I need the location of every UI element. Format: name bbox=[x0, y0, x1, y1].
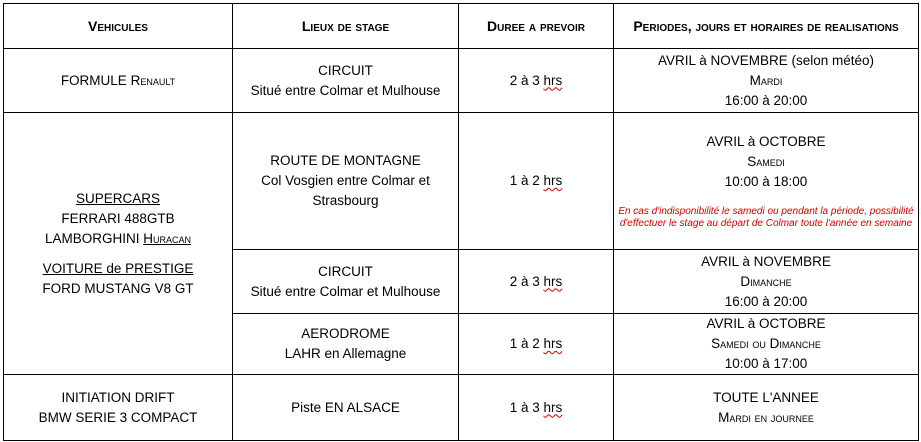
vehicle-group-cell bbox=[4, 113, 233, 375]
period-cell bbox=[614, 113, 919, 250]
period-months: AVRIL à NOVEMBRE bbox=[701, 253, 831, 269]
duration-unit: hrs bbox=[543, 72, 563, 88]
availability-note: En cas d'indisponibilité le samedi ou pendant la période, possibilité d'effectuer le stage au départ de Colmar toute l'année en semaine bbox=[618, 206, 914, 229]
period-hours: 16:00 à 20:00 bbox=[724, 293, 808, 309]
period-cell bbox=[614, 49, 919, 113]
duration-value: 1 à 2 bbox=[509, 173, 544, 188]
period-day: Dimanche bbox=[740, 273, 792, 289]
period-months: TOUTE L'ANNEE bbox=[713, 389, 819, 405]
period-cell bbox=[614, 314, 919, 375]
place-cell bbox=[233, 314, 459, 375]
duration-value: 1 à 3 bbox=[509, 399, 544, 415]
duration-unit: hrs bbox=[543, 273, 563, 289]
table-row bbox=[4, 375, 919, 441]
duration-cell bbox=[459, 314, 614, 375]
place-location: Col Vosgien entre Colmar et Strasbourg bbox=[261, 173, 430, 208]
header-row bbox=[4, 4, 919, 49]
duration-value: 1 à 2 bbox=[509, 336, 544, 351]
duration-value: 2 à 3 bbox=[509, 273, 544, 289]
place-cell bbox=[233, 49, 459, 113]
schedule-table bbox=[3, 3, 919, 441]
period-months: AVRIL à NOVEMBRE (selon météo) bbox=[657, 52, 875, 68]
table-row bbox=[4, 113, 919, 250]
period-hours: 16:00 à 20:00 bbox=[724, 92, 808, 108]
vehicle-ferrari: FERRARI 488GTB bbox=[61, 210, 175, 226]
place-location: Situé entre Colmar et Mulhouse bbox=[250, 82, 441, 98]
vehicle-name: FORMULE bbox=[60, 72, 131, 88]
header-periodes: Periodes, jours et horaires de realisations bbox=[614, 4, 919, 49]
period-day: Mardi bbox=[749, 72, 783, 88]
period-hours: 10:00 à 18:00 bbox=[724, 174, 808, 189]
duration-cell bbox=[459, 49, 614, 113]
period-months: AVRIL à OCTOBRE bbox=[706, 134, 826, 149]
vehicle-cell bbox=[4, 49, 233, 113]
period-day: Samedi bbox=[747, 154, 785, 169]
place-name: CIRCUIT bbox=[318, 62, 373, 78]
header-lieux: Lieux de stage bbox=[233, 4, 459, 49]
duration-cell bbox=[459, 113, 614, 250]
place-location: Situé entre Colmar et Mulhouse bbox=[250, 283, 441, 299]
duration-unit: hrs bbox=[543, 173, 563, 188]
header-vehicules: Vehicules bbox=[4, 4, 233, 49]
place-cell bbox=[233, 250, 459, 314]
table-row bbox=[4, 49, 919, 113]
place-name: Piste EN ALSACE bbox=[291, 399, 400, 415]
period-day: Mardi en journee bbox=[718, 409, 814, 425]
duration-unit: hrs bbox=[543, 336, 563, 351]
vehicle-brand: Renault bbox=[130, 72, 176, 88]
vehicle-model: BMW SERIE 3 COMPACT bbox=[38, 409, 198, 425]
place-cell bbox=[233, 113, 459, 250]
period-cell bbox=[614, 250, 919, 314]
duration-cell bbox=[459, 250, 614, 314]
period-cell bbox=[614, 375, 919, 441]
place-cell bbox=[233, 375, 459, 441]
period-hours: 10:00 à 17:00 bbox=[724, 356, 808, 371]
place-location: LAHR en Allemagne bbox=[284, 346, 407, 361]
period-months: AVRIL à OCTOBRE bbox=[706, 316, 826, 331]
prestige-heading: VOITURE de PRESTIGE bbox=[42, 260, 194, 276]
supercars-heading: SUPERCARS bbox=[75, 190, 161, 206]
vehicle-lamborghini: LAMBORGHINI Huracan bbox=[44, 230, 192, 246]
vehicle-mustang: FORD MUSTANG V8 GT bbox=[42, 280, 194, 296]
duration-cell bbox=[459, 375, 614, 441]
place-name: CIRCUIT bbox=[318, 263, 373, 279]
vehicle-cell bbox=[4, 375, 233, 441]
vehicle-name: INITIATION DRIFT bbox=[61, 389, 175, 405]
place-name: ROUTE DE MONTAGNE bbox=[270, 153, 421, 168]
duration-unit: hrs bbox=[543, 399, 563, 415]
duration-value: 2 à 3 bbox=[509, 72, 544, 88]
header-duree: Duree a prevoir bbox=[459, 4, 614, 49]
period-day: Samedi ou Dimanche bbox=[711, 336, 821, 351]
place-name: AERODROME bbox=[301, 326, 390, 341]
